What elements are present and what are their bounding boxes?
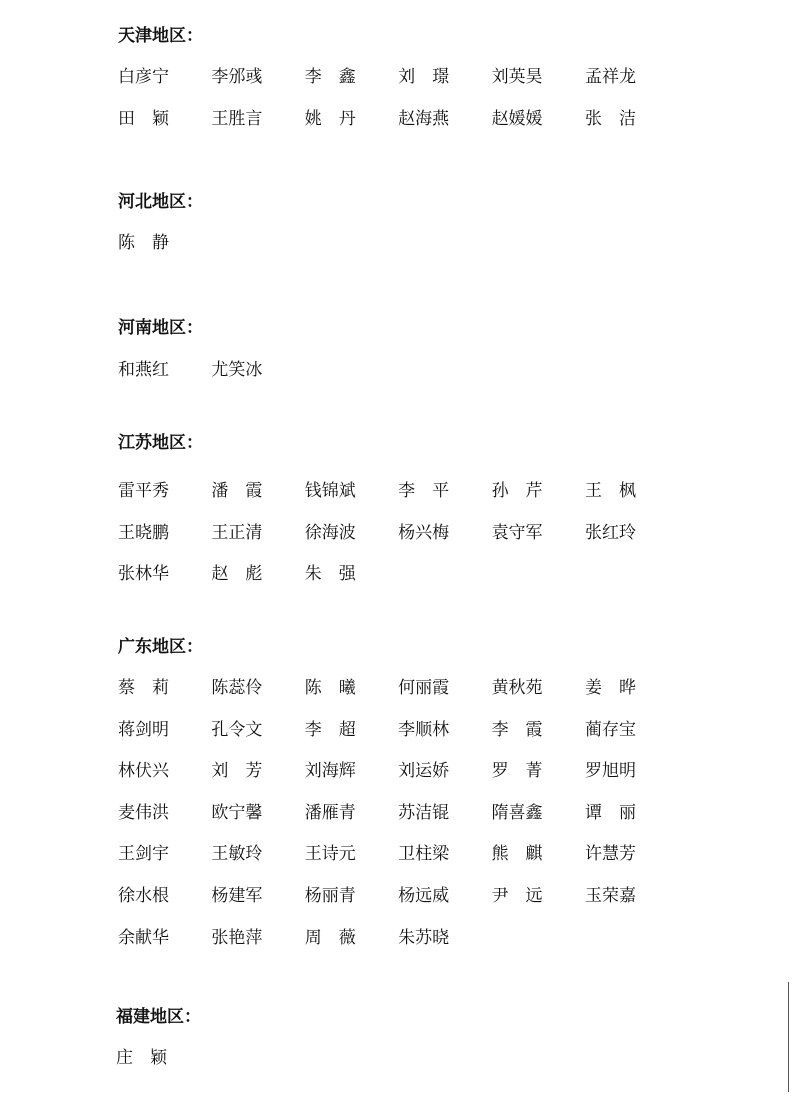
name-item: 苏洁锟	[398, 802, 450, 823]
name-item: 李邠彧	[211, 67, 263, 87]
name-item: 雷平秀	[118, 481, 169, 501]
name-item: 陈 曦	[304, 678, 356, 698]
name-item: 潘雁青	[304, 802, 356, 823]
section-tianjin	[118, 25, 678, 149]
name-item: 刘 璟	[398, 67, 450, 87]
name-item: 谭 丽	[584, 802, 636, 823]
name-item: 徐海波	[304, 522, 356, 543]
section-heading: 江苏地区：	[118, 433, 203, 453]
name-item: 王正清	[211, 522, 263, 543]
name-item: 庄 颖	[116, 1048, 167, 1068]
name-item: 余献华	[118, 927, 169, 948]
name-item: 张林华	[118, 564, 169, 585]
name-item: 张 洁	[584, 108, 636, 129]
name-item: 林伏兴	[118, 761, 169, 782]
name-item: 刘英昊	[491, 67, 543, 87]
name-item: 张艳萍	[211, 927, 263, 948]
name-item: 赵 彪	[211, 564, 263, 585]
name-item: 朱苏晓	[398, 927, 450, 948]
name-item: 朱 强	[304, 564, 356, 585]
name-item: 罗 菁	[491, 761, 543, 782]
name-grid	[118, 480, 678, 605]
name-item: 蒋剑明	[118, 719, 169, 740]
name-item: 罗旭明	[584, 761, 636, 782]
page-edge-rule	[788, 982, 789, 1092]
name-item: 孟祥龙	[584, 67, 636, 87]
name-item: 田 颖	[118, 108, 169, 129]
name-item: 卫柱梁	[398, 844, 450, 865]
name-item: 潘 霞	[211, 481, 263, 501]
name-item: 徐水根	[118, 885, 169, 906]
name-item: 许慧芳	[584, 844, 636, 865]
name-item: 刘 芳	[211, 761, 263, 782]
name-item: 尹 远	[491, 885, 543, 906]
name-item: 姜 晔	[584, 678, 636, 698]
name-item: 麦伟洪	[118, 802, 169, 823]
name-item: 张红玲	[584, 522, 636, 543]
section-henan	[118, 317, 678, 401]
name-item: 周 薇	[304, 927, 356, 948]
name-item: 王剑宇	[118, 844, 169, 865]
name-grid	[118, 66, 678, 149]
name-item: 李 鑫	[304, 67, 356, 87]
name-item: 赵海燕	[398, 108, 450, 129]
name-item: 王诗元	[304, 844, 356, 865]
name-grid	[118, 677, 678, 968]
name-item: 欧宁馨	[211, 802, 263, 823]
name-item: 杨丽青	[304, 885, 356, 906]
name-grid	[116, 1047, 676, 1089]
name-item: 熊 麒	[491, 844, 543, 865]
section-hebei	[118, 191, 678, 274]
section-heading: 天津地区：	[118, 26, 203, 46]
name-item: 王 枫	[584, 481, 636, 501]
name-item: 杨兴梅	[398, 522, 450, 543]
section-heading: 河南地区：	[118, 318, 203, 338]
name-item: 刘海辉	[304, 761, 356, 782]
name-grid	[118, 232, 678, 274]
name-item: 孙 芹	[491, 481, 543, 501]
name-item: 黄秋苑	[491, 678, 543, 698]
name-item: 玉荣嘉	[584, 885, 636, 906]
name-item: 刘运娇	[398, 761, 450, 782]
name-item: 和燕红	[118, 360, 169, 380]
name-item: 何丽霞	[398, 678, 450, 698]
name-item: 姚 丹	[304, 108, 356, 129]
name-item: 尤笑冰	[211, 360, 263, 380]
name-item: 陈蕊伶	[211, 678, 263, 698]
name-item: 李 超	[304, 719, 356, 740]
name-item: 杨建军	[211, 885, 263, 906]
name-item: 王敏玲	[211, 844, 263, 865]
name-item: 蔺存宝	[584, 719, 636, 740]
name-item: 杨远威	[398, 885, 450, 906]
name-item: 王晓鹏	[118, 522, 169, 543]
name-item: 隋喜鑫	[491, 802, 543, 823]
name-item: 赵媛媛	[491, 108, 543, 129]
name-item: 钱锦斌	[304, 481, 356, 501]
section-heading: 河北地区：	[118, 192, 203, 212]
section-heading: 广东地区：	[118, 637, 203, 657]
name-item: 白彦宁	[118, 67, 169, 87]
section-guangdong	[118, 636, 678, 968]
name-item: 蔡 莉	[118, 678, 169, 698]
section-fujian	[116, 1006, 676, 1089]
section-heading: 福建地区：	[116, 1007, 201, 1027]
section-jiangsu	[118, 432, 678, 605]
name-grid	[118, 359, 678, 401]
name-item: 王胜言	[211, 108, 263, 129]
name-item: 孔令文	[211, 719, 263, 740]
name-item: 李 霞	[491, 719, 543, 740]
name-item: 李 平	[398, 481, 450, 501]
name-item: 李顺林	[398, 719, 450, 740]
name-item: 袁守军	[491, 522, 543, 543]
name-item: 陈 静	[118, 233, 169, 253]
